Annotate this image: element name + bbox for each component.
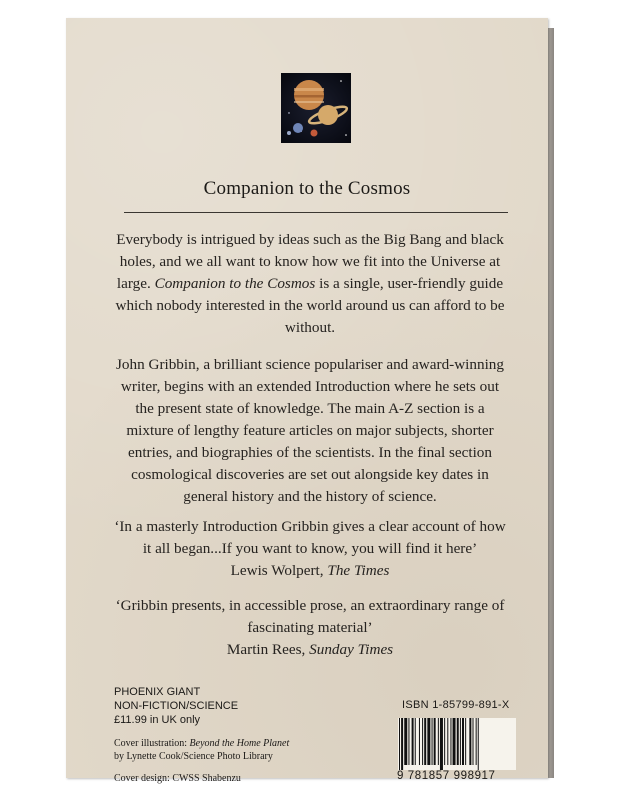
barcode-bar <box>415 718 416 765</box>
barcode-bar <box>476 718 477 765</box>
imprint-block <box>114 685 314 727</box>
barcode-bar <box>412 718 414 765</box>
barcode-bar <box>465 718 466 765</box>
barcode-bar <box>460 718 461 765</box>
credit-prefix: Cover illustration: <box>114 738 190 749</box>
back-cover <box>66 18 548 784</box>
cover-illustration-thumbnail <box>281 73 351 143</box>
barcode-bar <box>440 718 443 770</box>
credit-artist: by Lynette Cook/Science Photo Library <box>114 751 273 762</box>
quote-author: Martin Rees, <box>226 641 310 658</box>
barcode <box>398 718 516 770</box>
blurb-paragraph-2 <box>110 354 510 508</box>
design-credit: Cover design: CWSS Shabenzu <box>114 773 241 784</box>
barcode-bars <box>398 718 516 770</box>
quote-author: Lewis Wolpert, <box>230 562 328 579</box>
category-label: NON-FICTION/SCIENCE <box>114 700 239 712</box>
review-quote-1 <box>110 516 510 582</box>
quote-source: The Times <box>327 562 390 579</box>
planets-illustration <box>281 73 351 143</box>
barcode-bar <box>427 718 430 765</box>
isbn-label: ISBN 1-85799-891-X <box>402 699 510 711</box>
blurb-paragraph-1 <box>110 229 510 339</box>
barcode-bar <box>473 718 474 765</box>
blurb-text: is a single, user-friendly guide which nobody interested in the world around us can afford to be without. <box>115 275 505 336</box>
quote-source: Sunday Times <box>309 641 394 658</box>
barcode-bar <box>438 718 439 765</box>
blurb-text: Everybody is intrigued by ideas such as the Big Bang and black holes, and we all want to know how we fit into the Universe at large. <box>116 231 504 292</box>
barcode-bar <box>419 718 420 765</box>
ean-number <box>397 770 519 782</box>
quote-attribution <box>110 639 510 661</box>
barcode-bar <box>453 718 456 765</box>
quote-text: ‘In a masterly Introduction Gribbin gives a clear account of how it all began...If you want to know, you will find it here’ <box>114 518 506 557</box>
barcode-bar <box>462 718 464 765</box>
quote-attribution <box>110 560 510 582</box>
credit-title: Beyond the Home Planet <box>189 738 290 749</box>
barcode-bar <box>404 718 407 765</box>
barcode-bar <box>432 718 433 765</box>
barcode-bar <box>469 718 471 765</box>
barcode-bar <box>401 718 403 770</box>
publisher-imprint: PHOENIX GIANT <box>114 686 201 698</box>
book-title: Companion to the Cosmos <box>203 178 411 199</box>
barcode-bar <box>447 718 448 765</box>
barcode-bar <box>457 718 459 765</box>
blurb-text: John Gribbin, a brilliant science populariser and award-winning writer, begins with an extended Introduction where he sets out the present state of knowledge. The main A-Z section is a mixture of lengthy feature articles on major subjects, shorter entries, and biographies of the scientists. In the final section cosmological discoveries are set out alongside key dates in general history and the history of science. <box>115 356 504 505</box>
barcode-bar <box>444 718 445 765</box>
barcode-bar <box>434 718 436 765</box>
barcode-bar <box>408 718 409 765</box>
blurb-title-italic: Companion to the Cosmos <box>154 275 316 292</box>
illustration-credit <box>114 737 394 763</box>
quote-text: ‘Gribbin presents, in accessible prose, an extraordinary range of fascinating material’ <box>115 597 505 636</box>
barcode-bar <box>422 718 423 765</box>
barcode-bar <box>399 718 400 770</box>
price-label: £11.99 in UK only <box>114 714 201 726</box>
review-quote-2 <box>110 595 510 661</box>
barcode-bar <box>424 718 426 765</box>
ean-group-2: 998917 <box>453 770 496 782</box>
ean-group-1: 781857 <box>407 770 450 782</box>
title-divider <box>124 212 508 213</box>
barcode-bar <box>478 718 479 770</box>
ean-lead-digit: 9 <box>397 770 404 782</box>
barcode-bar <box>450 718 451 765</box>
